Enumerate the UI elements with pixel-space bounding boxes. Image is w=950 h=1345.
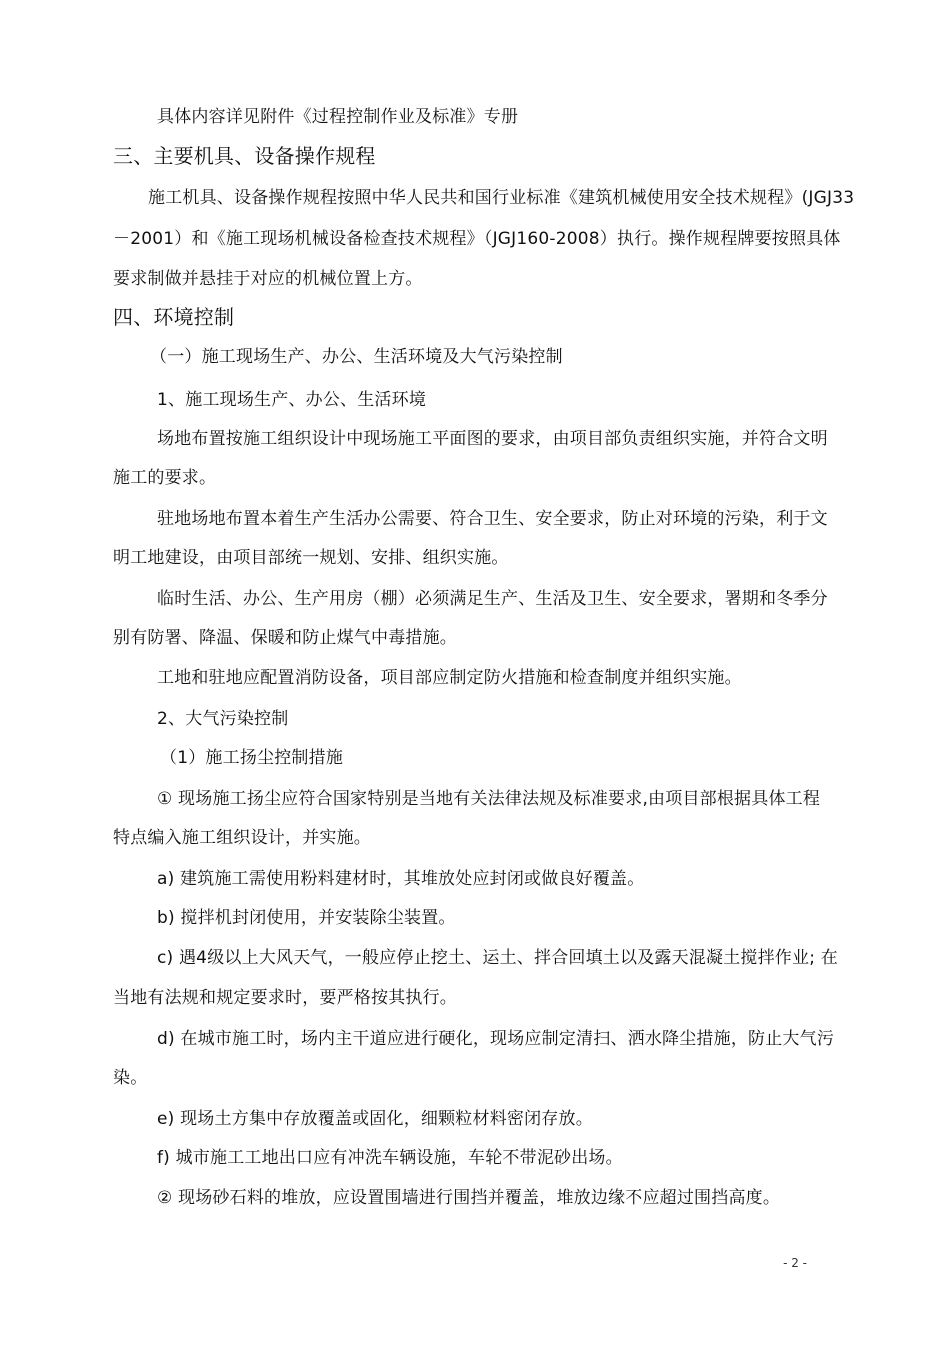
paragraph-line: ① 现场施工扬尘应符合国家特别是当地有关法律法规及标准要求,由项目部根据具体工程 <box>157 789 821 809</box>
paragraph-line: b) 搅拌机封闭使用，并安装除尘装置。 <box>157 908 456 928</box>
paragraph-line: 临时生活、办公、生产用房（棚）必须满足生产、生活及卫生、安全要求，署期和冬季分 <box>157 589 828 609</box>
section-heading: 三、主要机具、设备操作规程 <box>113 144 376 168</box>
paragraph-line: 场地布置按施工组织设计中现场施工平面图的要求，由项目部负责组织实施，并符合文明 <box>157 429 828 449</box>
subsection-heading: （一）施工现场生产、办公、生活环境及大气污染控制 <box>150 347 563 367</box>
paragraph-line: 驻地场地布置本着生产生活办公需要、符合卫生、安全要求，防止对环境的污染，利于文 <box>157 509 828 529</box>
paragraph-line: 特点编入施工组织设计，并实施。 <box>113 828 371 848</box>
page-number: - 2 - <box>783 1256 807 1270</box>
paragraph-line: e) 现场土方集中存放覆盖或固化，细颗粒材料密闭存放。 <box>157 1109 593 1129</box>
paragraph-line: 具体内容详见附件《过程控制作业及标准》专册 <box>157 107 519 127</box>
paragraph-line: 要求制做并悬挂于对应的机械位置上方。 <box>113 269 423 289</box>
paragraph-line: ② 现场砂石料的堆放，应设置围墙进行围挡并覆盖，堆放边缘不应超过围挡高度。 <box>157 1188 781 1208</box>
paragraph-line: 2、大气污染控制 <box>157 709 289 729</box>
paragraph-line: a) 建筑施工需使用粉料建材时，其堆放处应封闭或做良好覆盖。 <box>157 869 645 889</box>
paragraph-line: 当地有法规和规定要求时，要严格按其执行。 <box>113 988 457 1008</box>
paragraph-line: 染。 <box>113 1068 148 1088</box>
paragraph-line: （1）施工扬尘控制措施 <box>160 748 344 768</box>
paragraph-line: c) 遇4级以上大风天气，一般应停止挖土、运土、拌合回填土以及露天混凝土搅拌作业; 在 <box>157 948 838 968</box>
paragraph-line: 施工的要求。 <box>113 468 217 488</box>
paragraph-line: 施工机具、设备操作规程按照中华人民共和国行业标准《建筑机械使用安全技术规程》(JGJ33 <box>148 188 855 208</box>
paragraph-line: 明工地建设，由项目部统一规划、安排、组织实施。 <box>113 548 509 568</box>
paragraph-line: 别有防署、降温、保暖和防止煤气中毒措施。 <box>113 628 457 648</box>
paragraph-line: d) 在城市施工时，场内主干道应进行硬化，现场应制定清扫、洒水降尘措施，防止大气污 <box>157 1029 835 1049</box>
section-heading: 四、环境控制 <box>113 305 235 329</box>
paragraph-line: 1、施工现场生产、办公、生活环境 <box>157 390 427 410</box>
paragraph-line: －2001）和《施工现场机械设备检查技术规程》（JGJ160-2008）执行。操作规程牌要按照具体 <box>113 229 841 249</box>
paragraph-line: 工地和驻地应配置消防设备，项目部应制定防火措施和检查制度并组织实施。 <box>157 668 742 688</box>
paragraph-line: f) 城市施工工地出口应有冲洗车辆设施，车轮不带泥砂出场。 <box>157 1148 623 1168</box>
